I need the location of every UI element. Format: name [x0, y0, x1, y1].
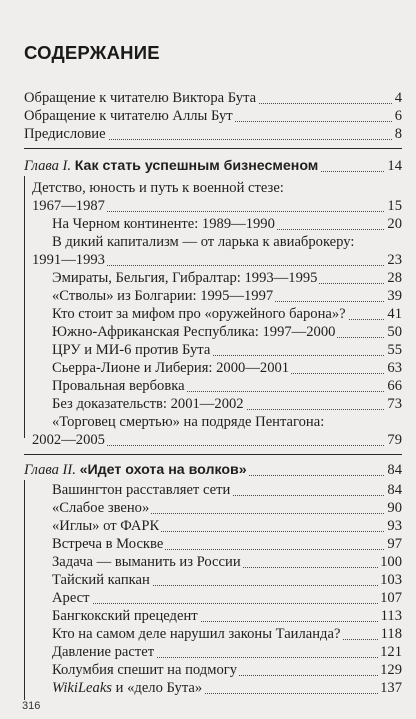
toc-heading: СОДЕРЖАНИЕ [24, 42, 160, 63]
toc-entry-line: «Торговец смертью» на подряде Пентагона: [52, 414, 325, 430]
toc-entry: Провальная вербовка 66 [52, 378, 402, 394]
toc-entry: 1991—1993 23 [32, 252, 402, 268]
chapter-title-row: Глава II. «Идет охота на волков» 84 [24, 462, 402, 478]
chapter-title-row: Глава I. Как стать успешным бизнесменом 14 [24, 158, 402, 174]
toc-entry: 1967—1987 15 [32, 198, 402, 214]
toc-entry: Сьерра-Лионе и Либерия: 2000—2001 63 [52, 360, 402, 376]
toc-entry: Колумбия спешит на подмогу 129 [52, 662, 402, 678]
toc-entry: «Стволы» из Болгарии: 1995—1997 39 [52, 288, 402, 304]
toc-entry: Тайский капкан 103 [52, 572, 402, 588]
chapter-divider [24, 148, 402, 149]
chapter-divider [24, 454, 402, 455]
toc-entry: Предисловие 8 [24, 126, 402, 142]
chapter-title: Глава II. «Идет охота на волков» [24, 462, 247, 478]
toc-entry: «Слабое звено» 90 [52, 500, 402, 516]
toc-entry: Арест 107 [52, 590, 402, 606]
toc-entry: Задача — выманить из России 100 [52, 554, 402, 570]
toc-entry: Кто стоит за мифом про «оружейного барона»? 41 [52, 306, 402, 322]
toc-entry: ЦРУ и МИ-6 против Бута 55 [52, 342, 402, 358]
toc-entry: Обращение к читателю Аллы Бут 6 [24, 108, 402, 124]
toc-entry: WikiLeaks и «дело Бута» 137 [52, 680, 402, 696]
toc-entry: «Иглы» от ФАРК 93 [52, 518, 402, 534]
toc-entry-line: В дикий капитализм — от ларька к авиаброкеру: [52, 234, 355, 250]
toc-entry: Без доказательств: 2001—2002 73 [52, 396, 402, 412]
toc-entry: Вашингтон расставляет сети 84 [52, 482, 402, 498]
toc-entry: Обращение к читателю Виктора Бута 4 [24, 90, 402, 106]
toc-entry: Бангкокский прецедент 113 [52, 608, 402, 624]
chapter-title: Глава I. Как стать успешным бизнесменом [24, 158, 319, 174]
toc-entry: Кто на самом деле нарушил законы Таиланда? 118 [52, 626, 402, 642]
toc-entry: 2002—2005 79 [32, 432, 402, 448]
page-number: 316 [22, 700, 41, 712]
toc-entry: Встреча в Москве 97 [52, 536, 402, 552]
toc-entry: Эмираты, Бельгия, Гибралтар: 1993—1995 28 [52, 270, 402, 286]
toc-entry: Южно-Африканская Республика: 1997—2000 50 [52, 324, 402, 340]
toc-entry-line: Детство, юность и путь к военной стезе: [32, 180, 284, 196]
toc-entry: На Черном континенте: 1989—1990 20 [52, 216, 402, 232]
toc-entry: Давление растет 121 [52, 644, 402, 660]
